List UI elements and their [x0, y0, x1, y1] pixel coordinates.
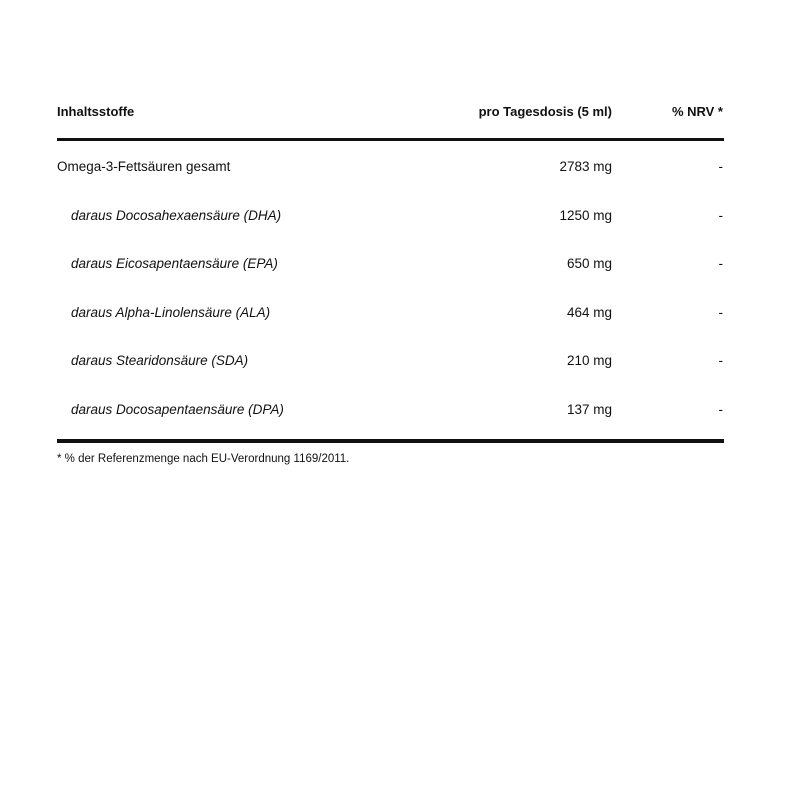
- row-nrv-value: -: [718, 353, 723, 368]
- row-dose-value: 1250 mg: [559, 207, 612, 223]
- row-nrv-value: -: [718, 207, 723, 223]
- table-row: [57, 145, 724, 194]
- row-dose-value: 650 mg: [566, 256, 612, 271]
- footnote: * % der Referenzmenge nach EU-Verordnung 1169/2011.: [57, 453, 350, 465]
- row-ingredient-name: daraus Docosapentaensäure (DPA): [71, 401, 284, 417]
- row-ingredient-name: daraus Stearidonsäure (SDA): [71, 353, 249, 368]
- row-ingredient-name: daraus Docosahexaensäure (DHA): [71, 207, 282, 223]
- row-dose-value: 210 mg: [566, 353, 612, 368]
- row-dose-value: 2783 mg: [559, 159, 612, 174]
- row-nrv-value: -: [718, 401, 723, 417]
- row-nrv-value: -: [718, 159, 723, 174]
- table-row: [57, 242, 724, 291]
- table-header: [57, 96, 724, 141]
- row-ingredient-name: daraus Alpha-Linolensäure (ALA): [71, 304, 271, 320]
- row-nrv-value: -: [718, 304, 723, 320]
- row-ingredient-name: Omega-3-Fettsäuren gesamt: [57, 159, 231, 174]
- header-nrv: % NRV *: [671, 104, 723, 119]
- row-dose-value: 137 mg: [566, 401, 612, 417]
- table-row: [57, 291, 724, 340]
- table-row: [57, 339, 724, 388]
- table-body: [57, 141, 724, 443]
- table-row: [57, 194, 724, 243]
- header-daily-dose: pro Tagesdosis (5 ml): [478, 104, 612, 119]
- row-dose-value: 464 mg: [566, 304, 612, 320]
- table-row: [57, 388, 724, 437]
- header-ingredients: Inhaltsstoffe: [57, 104, 135, 119]
- row-nrv-value: -: [718, 256, 723, 271]
- row-ingredient-name: daraus Eicosapentaensäure (EPA): [71, 256, 278, 271]
- nutrition-table: [57, 96, 724, 443]
